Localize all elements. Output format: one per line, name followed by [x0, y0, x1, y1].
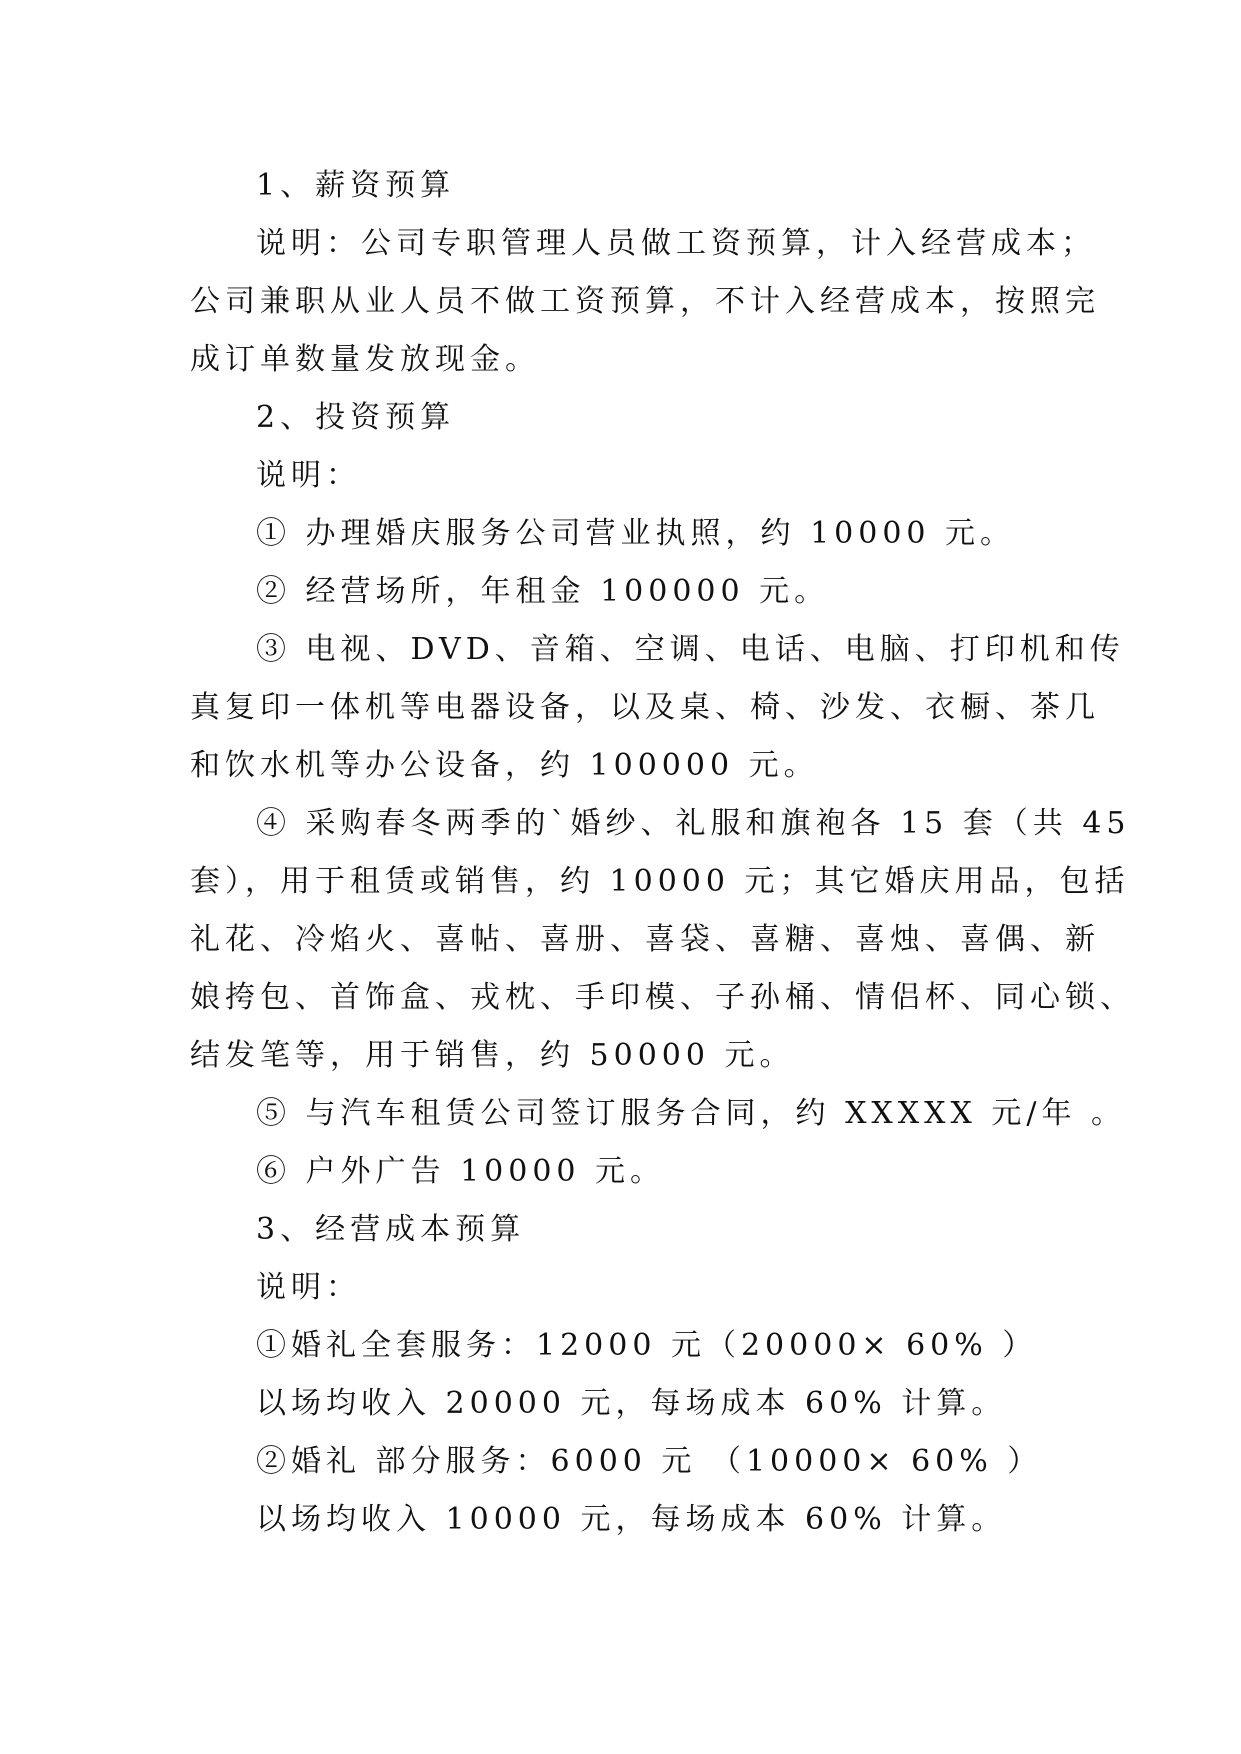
list-item: ⑥ 户外广告 10000 元。 — [256, 1154, 666, 1189]
paragraph-line: 说明：公司专职管理人员做工资预算，计入经营成本； — [256, 226, 1096, 261]
list-item: ②婚礼 部分服务：6000 元 （10000× 60% ） — [256, 1444, 1043, 1479]
list-item: ② 经营场所，年租金 100000 元。 — [256, 574, 830, 609]
document-body — [190, 157, 1135, 1549]
paragraph-line: 成订单数量发放现金。 — [190, 342, 540, 377]
section-heading-operating-cost: 3、经营成本预算 — [256, 1212, 526, 1247]
paragraph-line: 真复印一体机等电器设备，以及桌、椅、沙发、衣橱、茶几 — [190, 690, 1100, 725]
paragraph-line: 以场均收入 20000 元，每场成本 60% 计算。 — [256, 1386, 1007, 1421]
paragraph-line: 结发笔等，用于销售，约 50000 元。 — [190, 1038, 795, 1073]
list-item: ① 办理婚庆服务公司营业执照，约 10000 元。 — [256, 516, 1016, 551]
paragraph-line: 套），用于租赁或销售，约 10000 元；其它婚庆用品，包括 — [190, 864, 1130, 899]
list-item: ③ 电视、DVD、音箱、空调、电话、电脑、打印机和传 — [256, 632, 1125, 667]
paragraph-line: 公司兼职从业人员不做工资预算，不计入经营成本，按照完 — [190, 284, 1100, 319]
list-item: ④ 采购春冬两季的`婚纱、礼服和旗袍各 15 套（共 45 — [256, 806, 1131, 841]
paragraph-line: 和饮水机等办公设备，约 100000 元。 — [190, 748, 819, 783]
section-heading-investment: 2、投资预算 — [256, 400, 456, 435]
paragraph-line: 以场均收入 10000 元，每场成本 60% 计算。 — [256, 1502, 1007, 1537]
paragraph-line: 娘挎包、首饰盒、戎枕、手印模、子孙桶、情侣杯、同心锁、 — [190, 980, 1135, 1015]
list-item: ①婚礼全套服务：12000 元（20000× 60% ） — [256, 1328, 1038, 1363]
section-heading-salary: 1、薪资预算 — [256, 168, 456, 203]
paragraph-line: 礼花、冷焰火、喜帖、喜册、喜袋、喜糖、喜烛、喜偶、新 — [190, 922, 1100, 957]
paragraph-line: 说明： — [256, 458, 361, 493]
list-item: ⑤ 与汽车租赁公司签订服务合同，约 XXXXX 元/年 。 — [256, 1096, 1127, 1131]
paragraph-line: 说明： — [256, 1270, 361, 1305]
